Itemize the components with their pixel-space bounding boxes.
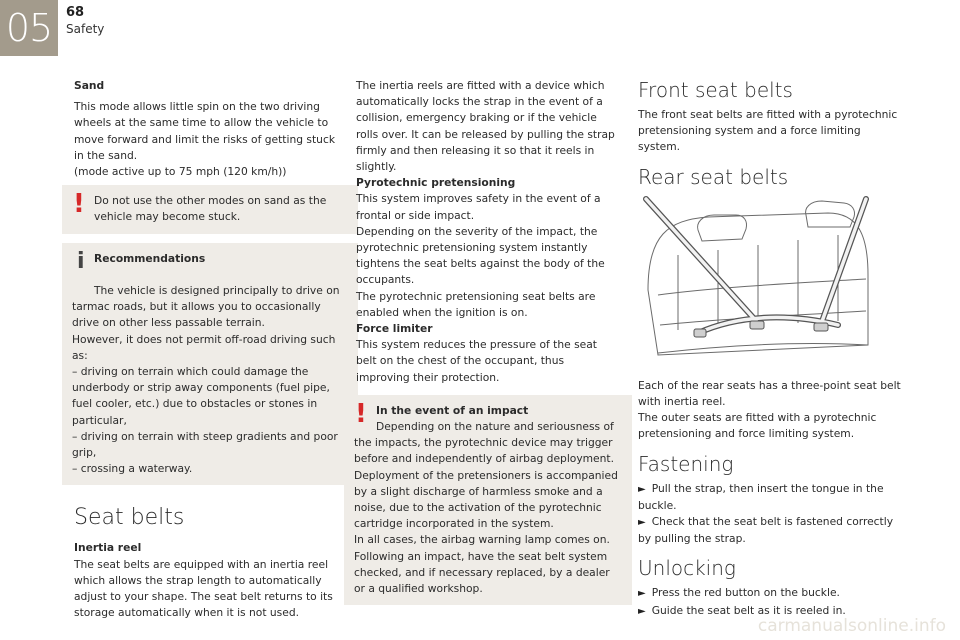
- arrow-right-icon: ►: [638, 605, 646, 617]
- chapter-number: 05: [0, 0, 58, 56]
- exclamation-icon: !: [73, 189, 85, 220]
- pyrotechnic-text-2: Depending on the severity of the impact, the pyrotechnic pretensioning system instantly tightens the seat belts against the body of the occupants.: [356, 224, 605, 287]
- rear-seat-belts-text-2: The outer seats are fitted with a pyrotechnic pretensioning and force limiting system.: [638, 411, 877, 441]
- rear-seat-belts-heading: Rear seat belts: [638, 164, 789, 189]
- impact-text-1: Depending on the nature and seriousness of the impacts, the pyrotechnic device may trigger before and independently of airbag deployment. Deployment of the pretensioners is accompanied by a slight discharge of harmless smoke and a noise, due to the activation of the pyrotechnic cartridge incorporated in the system.: [354, 420, 618, 531]
- arrow-right-icon: ►: [638, 517, 646, 529]
- rear-seat-belts-text-1: Each of the rear seats has a three-point seat belt with inertia reel.: [638, 378, 901, 409]
- front-seat-belts-heading: Front seat belts: [638, 78, 793, 102]
- impact-heading: In the event of an impact: [376, 403, 529, 417]
- column-left: [74, 78, 346, 621]
- fastening-step: ► Pull the strap, then insert the tongue in the buckle.: [638, 481, 884, 512]
- fastening-step: ► Check that the seat belt is fastened correctly by pulling the strap.: [638, 515, 894, 546]
- recommendations-text-2: However, it does not permit off-road driving such as:: [72, 332, 336, 362]
- warning-box: [62, 185, 358, 233]
- unlocking-step: ► Press the red button on the buckle.: [638, 586, 840, 600]
- pyrotechnic-text-3: The pyrotechnic pretensioning seat belts are enabled when the ignition is on.: [356, 289, 596, 319]
- arrow-right-icon: ►: [638, 588, 646, 600]
- inertia-reel-heading: Inertia reel: [74, 541, 142, 555]
- recommendations-item: – driving on terrain which could damage the underbody or strip away components (fuel pipe, fuel cooler, etc.) due to obstacles or stones in particular,: [72, 365, 330, 427]
- sand-note: (mode active up to 75 mph (120 km/h)): [74, 165, 287, 179]
- force-limiter-heading: Force limiter: [356, 322, 433, 336]
- warning-text: Do not use the other modes on sand as the vehicle may become stuck.: [94, 194, 327, 224]
- pyrotechnic-text-1: This system improves safety in the event of a frontal or side impact.: [356, 192, 601, 222]
- page-number: 68: [66, 5, 85, 20]
- recommendations-item: – crossing a waterway.: [72, 462, 193, 476]
- impact-text-3: Following an impact, have the seat belt system checked, and if necessary replaced, by a dealer or a qualified workshop.: [354, 549, 610, 596]
- unlocking-heading: Unlocking: [638, 556, 736, 581]
- watermark: carmanualsonline.info: [757, 616, 946, 636]
- inertia-reel-text: The seat belts are equipped with an inertia reel which allows the strap length to automatically adjust to your shape. The seat belt returns to its storage automatically when it is not used.: [74, 557, 333, 620]
- column-right: [638, 78, 904, 620]
- recommendations-text: The vehicle is designed principally to drive on tarmac roads, but it allows you to occasionally drive on other less passable terrain.: [72, 284, 340, 330]
- inertia-continued-text: The inertia reels are fitted with a device which automatically locks the strap in the event of a collision, emergency braking or if the vehicle rolls over. It can be released by pulling the strap firmly and then releasing it so that it reels in slightly.: [356, 79, 615, 174]
- recommendations-box: [62, 243, 358, 486]
- exclamation-icon: !: [355, 398, 367, 429]
- recommendations-item: – driving on terrain with steep gradients and poor grip,: [72, 429, 338, 460]
- force-limiter-text: This system reduces the pressure of the seat belt on the chest of the occupant, thus improving their protection.: [356, 338, 597, 384]
- impact-text-2: In all cases, the airbag warning lamp comes on.: [354, 533, 610, 547]
- pyrotechnic-heading: Pyrotechnic pretensioning: [356, 176, 516, 190]
- sand-heading: Sand: [74, 79, 105, 92]
- impact-warning-box: [344, 395, 632, 605]
- info-icon: i: [77, 248, 85, 274]
- seat-belts-heading: Seat belts: [74, 505, 185, 531]
- sand-paragraph: This mode allows little spin on the two driving wheels at the same time to allow the vehicle to move forward and limit the risks of getting stuck in the sand.: [74, 100, 336, 162]
- section-name: Safety: [66, 22, 105, 36]
- rear-seat-belts-illustration: [638, 195, 876, 365]
- front-seat-belts-text: The front seat belts are fitted with a pyrotechnic pretensioning system and a force limiting system.: [638, 108, 898, 154]
- fastening-heading: Fastening: [638, 451, 734, 476]
- unlocking-step: ► Guide the seat belt as it is reeled in.: [638, 603, 846, 617]
- column-middle: [356, 78, 620, 605]
- recommendations-heading: Recommendations: [94, 251, 206, 265]
- arrow-right-icon: ►: [638, 483, 646, 495]
